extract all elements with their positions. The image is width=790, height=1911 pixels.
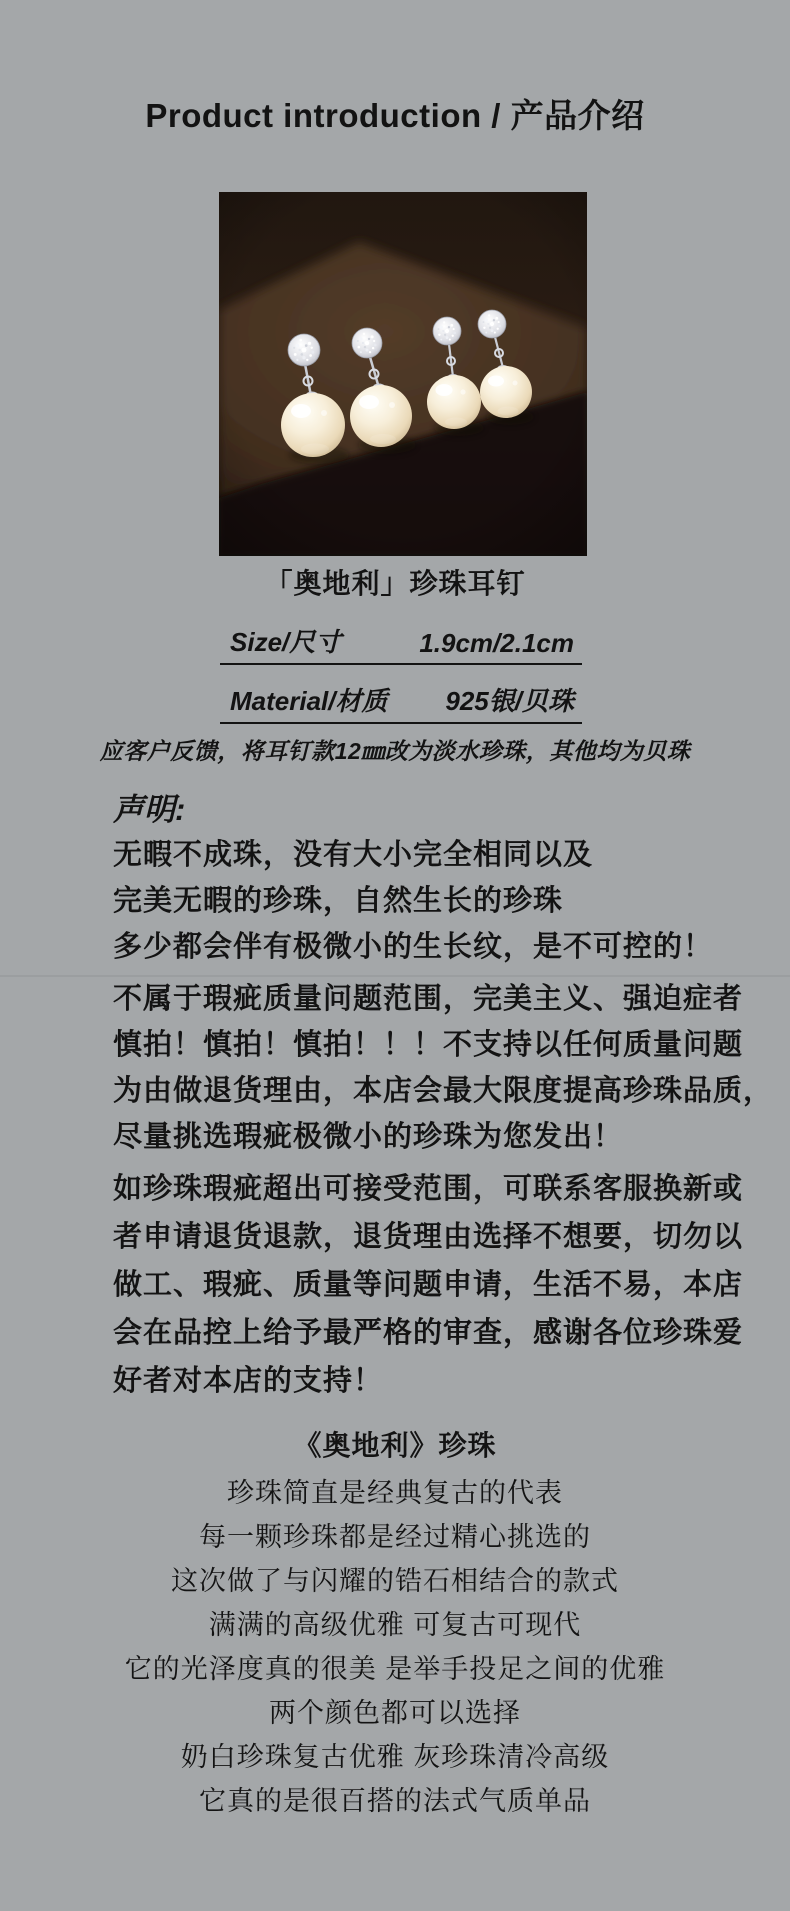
statement-line: 多少都会伴有极微小的生长纹，是不可控的！	[113, 931, 714, 963]
statement-heading: 声明:	[113, 792, 186, 827]
page-title: Product introduction / 产品介绍	[145, 97, 645, 134]
statement-line: 做工、瑕疵、质量等问题申请，生活不易，本店	[113, 1269, 744, 1301]
spec-label-material: Material/材质	[230, 686, 388, 716]
highlight-line: 这次做了与闪耀的锆石相结合的款式	[171, 1566, 619, 1596]
highlight-line: 它的光泽度真的很美 是举手投足之间的优雅	[124, 1654, 666, 1684]
pearl-earrings-image	[219, 192, 587, 556]
spec-value-size: 1.9cm/2.1cm	[419, 628, 574, 658]
statement-line: 好者对本店的支持！	[113, 1365, 384, 1397]
statement-line: 者申请退货退款，退货理由选择不想要，切勿以	[113, 1221, 744, 1253]
statement-line: 慎拍！慎拍！慎拍！！！不支持以任何质量问题	[113, 1029, 744, 1061]
statement-line: 不属于瑕疵质量问题范围，完美主义、强迫症者	[113, 983, 744, 1015]
statement-line: 无暇不成珠，没有大小完全相同以及	[113, 839, 594, 871]
highlight-line: 每一颗珍珠都是经过精心挑选的	[199, 1522, 591, 1552]
spec-value-material: 925银/贝珠	[445, 686, 574, 716]
highlight-title: 《奥地利》珍珠	[293, 1430, 497, 1461]
highlight-line: 珍珠简直是经典复古的代表	[227, 1478, 563, 1508]
image-stitch-seam	[0, 975, 790, 977]
product-caption: 「奥地利」珍珠耳钉	[264, 568, 526, 599]
spec-row-size	[220, 624, 582, 665]
statement-line: 完美无暇的珍珠，自然生长的珍珠	[113, 885, 564, 917]
statement-line: 为由做退货理由，本店会最大限度提高珍珠品质，	[113, 1075, 774, 1107]
statement-line: 尽量挑选瑕疵极微小的珍珠为您发出！	[113, 1121, 624, 1153]
spec-note: 应客户反馈，将耳钉款12㎜改为淡水珍珠，其他均为贝珠	[99, 738, 691, 764]
highlight-section	[0, 1471, 790, 1823]
highlight-line: 两个颜色都可以选择	[269, 1698, 521, 1728]
spec-label-size: Size/尺寸	[230, 627, 342, 657]
spec-row-material	[220, 683, 582, 724]
product-photo	[219, 192, 587, 556]
highlight-line: 满满的高级优雅 可复古可现代	[208, 1610, 582, 1640]
statement-line: 会在品控上给予最严格的审查，感谢各位珍珠爱	[113, 1317, 744, 1349]
highlight-line: 奶白珍珠复古优雅 灰珍珠清冷高级	[180, 1742, 610, 1772]
photo-vignette	[219, 192, 587, 556]
statement-paragraph-2	[113, 976, 773, 1160]
highlight-line: 它真的是很百搭的法式气质单品	[199, 1786, 591, 1816]
statement-line: 如珍珠瑕疵超出可接受范围，可联系客服换新或	[113, 1173, 744, 1205]
statement-paragraph-1	[113, 832, 773, 970]
spec-table	[220, 624, 582, 724]
statement-paragraph-3	[113, 1165, 773, 1405]
